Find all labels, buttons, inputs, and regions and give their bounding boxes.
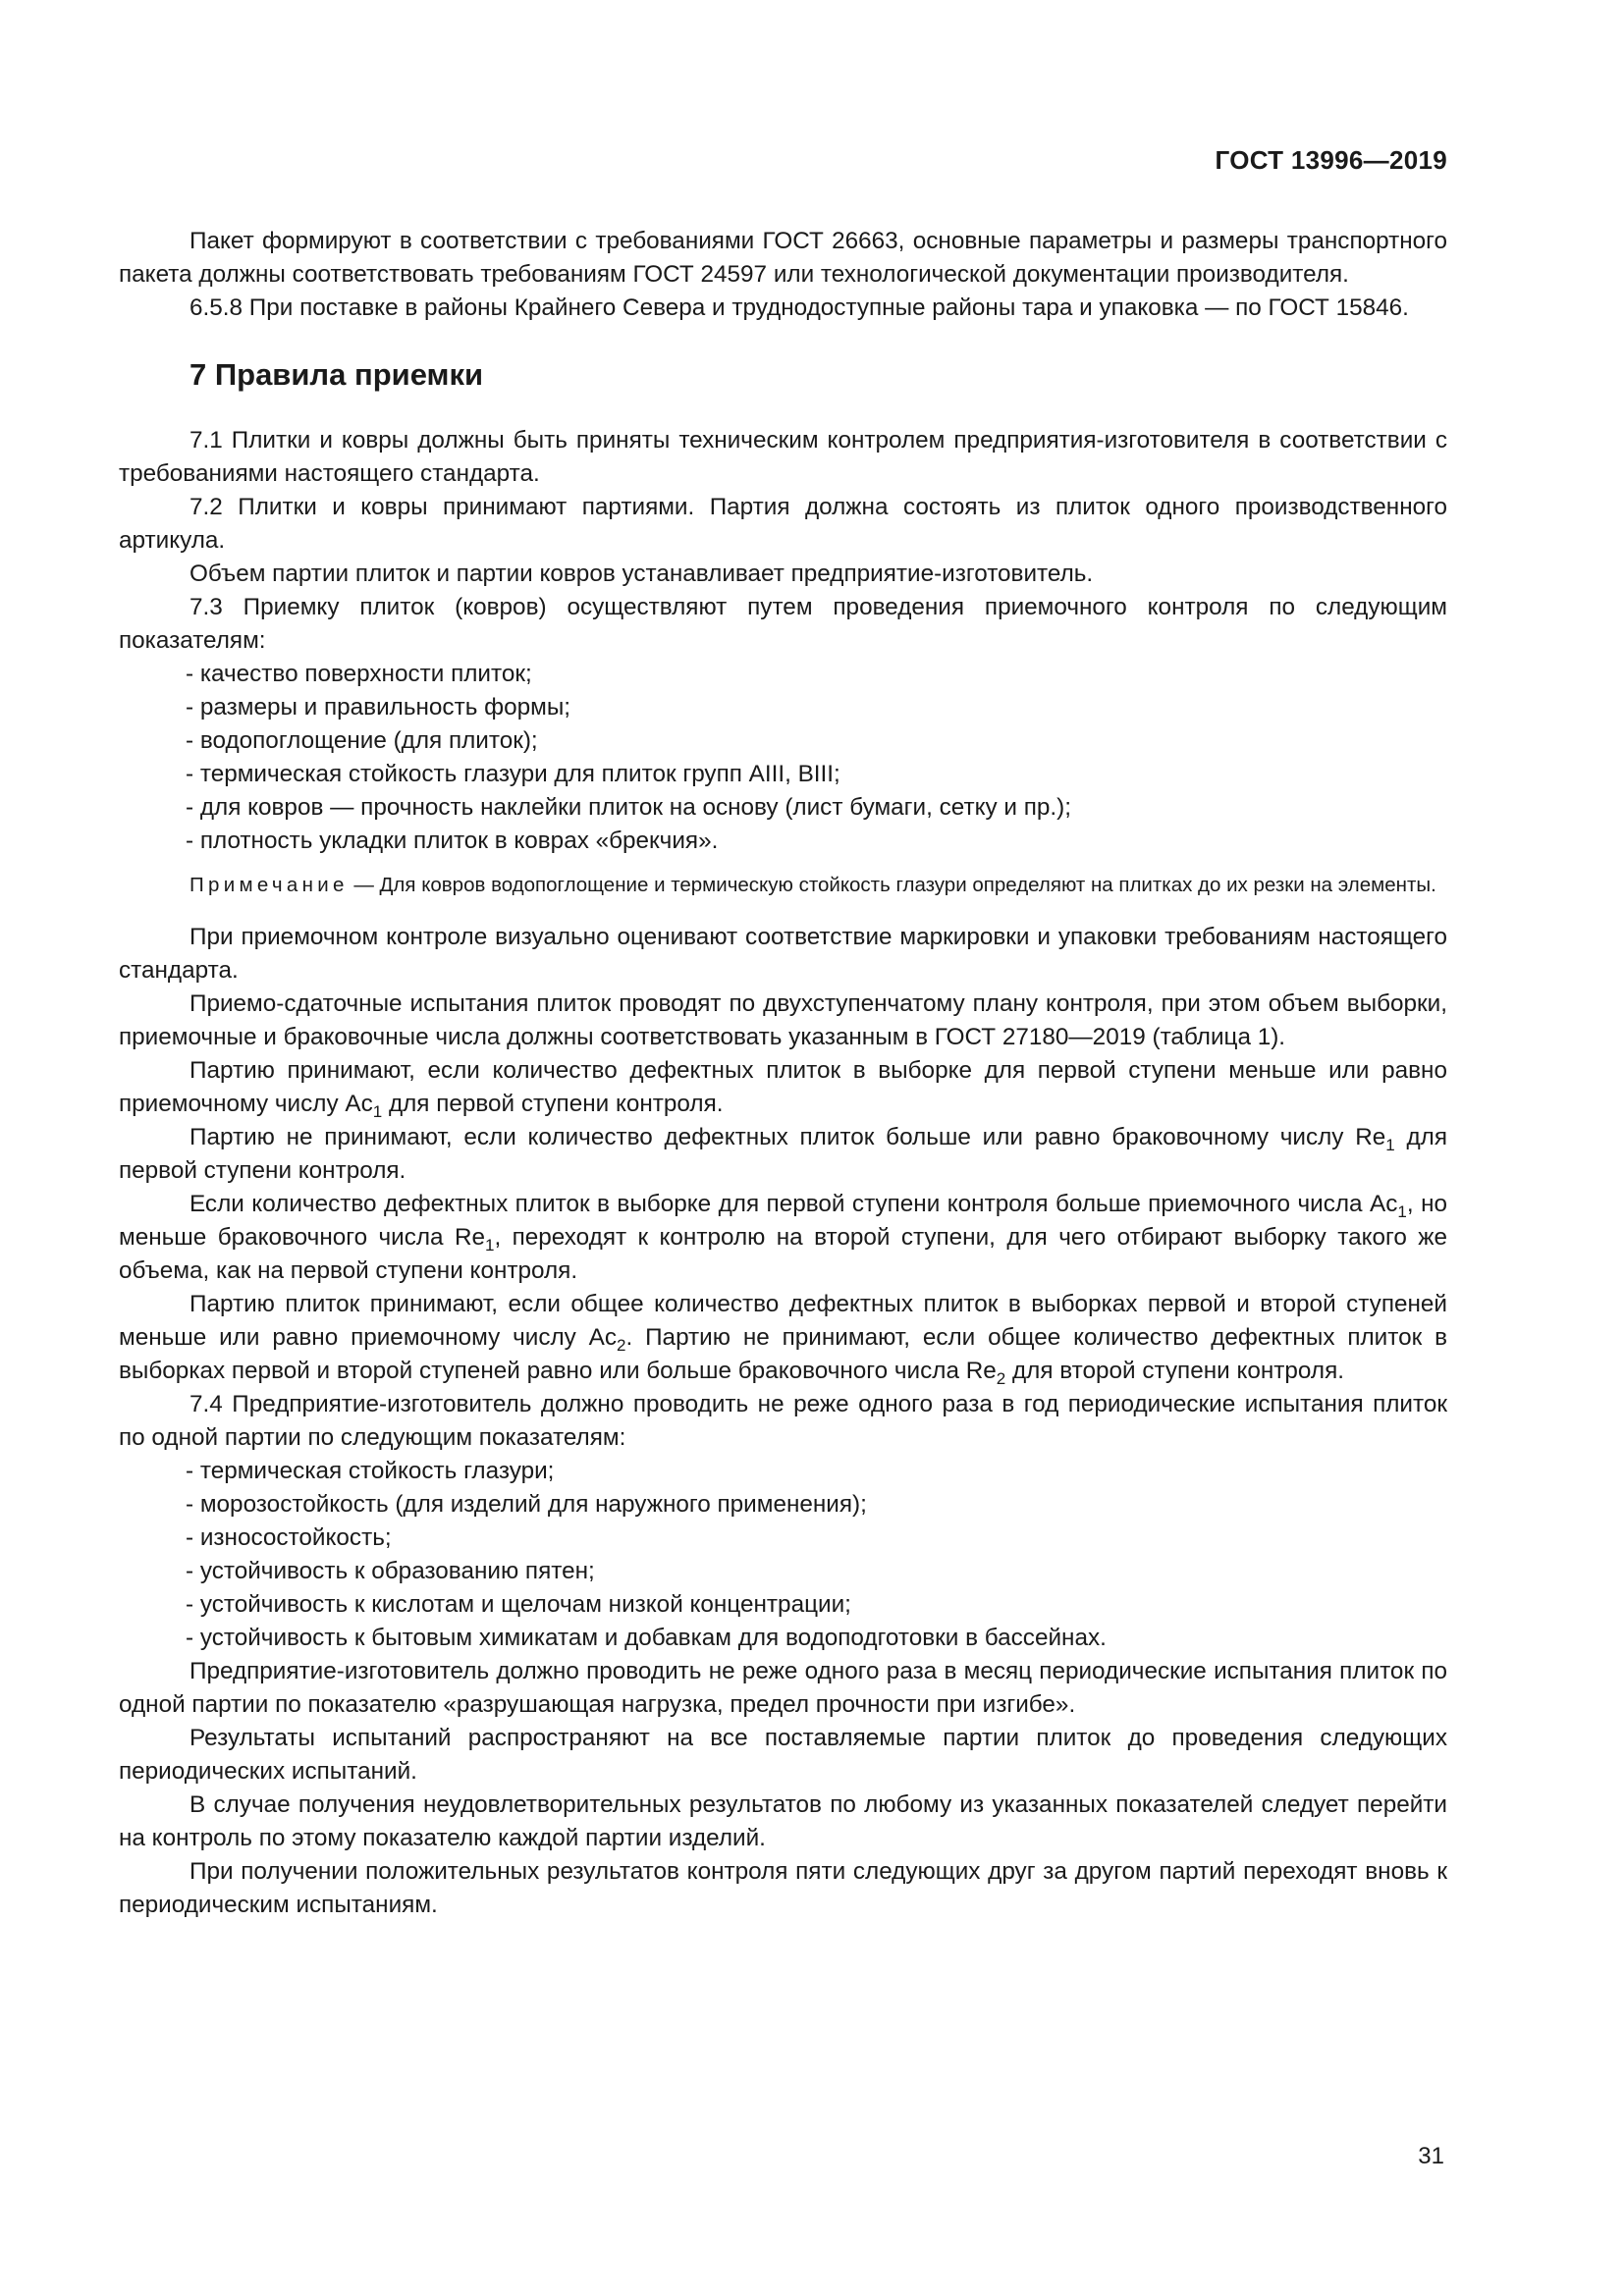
- text-fragment: , переходят к контролю на второй ступени, для чего отбирают выборку такого же объема, как на первой ступени контроля.: [119, 1224, 1447, 1284]
- list-item: - устойчивость к бытовым химикатам и добавкам для водоподготовки в бассейнах.: [186, 1625, 1107, 1651]
- list-item: - устойчивость к кислотам и щелочам низкой концентрации;: [186, 1591, 851, 1618]
- note-text: — Для ковров водопоглощение и термическую стойкость глазури определяют на плитках до их резки на элементы.: [348, 874, 1436, 896]
- monthly-tests-paragraph: Предприятие-изготовитель должно проводить не реже одного раза в месяц периодические испытания плиток по одной партии по показателю «разрушающая нагрузка, предел прочности при изгибе».: [119, 1658, 1447, 1718]
- visual-check-paragraph: При приемочном контроле визуально оценивают соответствие маркировки и упаковки требованиям настоящего стандарта.: [119, 924, 1447, 984]
- text-fragment: для второй ступени контроля.: [1005, 1358, 1344, 1384]
- second-stage-accept-paragraph: [119, 1288, 1447, 1388]
- first-stage-reject-paragraph: [119, 1121, 1447, 1188]
- list-item: - размеры и правильность формы;: [186, 694, 571, 721]
- clause-7-1: 7.1 Плитки и ковры должны быть приняты техническим контролем предприятия-изготовителя в соответствии с требованиями настоящего стандарта.: [119, 427, 1447, 487]
- list-item: - морозостойкость (для изделий для наружного применения);: [186, 1491, 867, 1518]
- subscript: 1: [372, 1102, 383, 1121]
- note-label: Примечание: [189, 874, 349, 896]
- list-item: - для ковров — прочность наклейки плиток на основу (лист бумаги, сетку и пр.);: [186, 794, 1071, 821]
- list-item: - термическая стойкость глазури;: [186, 1458, 555, 1484]
- list-item: - устойчивость к образованию пятен;: [186, 1558, 595, 1584]
- acceptance-tests-paragraph: Приемо-сдаточные испытания плиток проводят по двухступенчатому плану контроля, при этом объем выборки, приемочные и браковочные числа должны соответствовать указанным в ГОСТ 27180—2019 (таблица 1).: [119, 990, 1447, 1050]
- results-extension-paragraph: Результаты испытаний распространяют на все поставляемые партии плиток до проведения следующих периодических испытаний.: [119, 1725, 1447, 1785]
- subscript: 1: [1397, 1202, 1407, 1221]
- text-fragment: , но меньше браковочного числа Re: [119, 1191, 1447, 1251]
- periodic-tests-list: [119, 1455, 1447, 1655]
- text-fragment: Если количество дефектных плиток в выборке для первой ступени контроля больше приемочного числа Ac: [189, 1191, 1398, 1217]
- list-item: - водопоглощение (для плиток);: [186, 727, 538, 754]
- list-item: - качество поверхности плиток;: [186, 661, 532, 687]
- section-heading: 7 Правила приемки: [189, 357, 484, 392]
- standard-code-header: ГОСТ 13996—2019: [1215, 145, 1447, 175]
- text-fragment: для первой ступени контроля.: [119, 1124, 1447, 1184]
- page-body: [119, 225, 1447, 1922]
- acceptance-indicators-list: [119, 658, 1447, 858]
- text-fragment: Партию не принимают, если количество дефектных плиток больше или равно браковочному числу Re: [189, 1124, 1386, 1150]
- clause-7-3: 7.3 Приемку плиток (ковров) осуществляют путем проведения приемочного контроля по следующим показателям:: [119, 594, 1447, 654]
- list-item: - термическая стойкость глазури для плиток групп AIII, BIII;: [186, 761, 840, 787]
- list-item: - износостойкость;: [186, 1524, 392, 1551]
- unsatisfactory-results-paragraph: В случае получения неудовлетворительных результатов по любому из указанных показателей следует перейти на контроль по этому показателю каждой партии изделий.: [119, 1791, 1447, 1851]
- first-stage-accept-paragraph: [119, 1054, 1447, 1121]
- subscript: 1: [1385, 1136, 1395, 1154]
- clause-6-5-8: 6.5.8 При поставке в районы Крайнего Севера и труднодоступные районы тара и упаковка — по ГОСТ 15846.: [189, 294, 1409, 321]
- subscript: 1: [485, 1236, 495, 1255]
- text-fragment: Партию плиток принимают, если общее количество дефектных плиток в выборках первой и второй ступеней меньше или равно приемочному числу Ac: [119, 1291, 1447, 1351]
- text-fragment: для первой ступени контроля.: [382, 1091, 724, 1117]
- batch-volume-paragraph: Объем партии плиток и партии ковров устанавливает предприятие-изготовитель.: [189, 561, 1094, 587]
- positive-results-paragraph: При получении положительных результатов контроля пяти следующих друг за другом партий переходят вновь к периодическим испытаниям.: [119, 1858, 1447, 1918]
- clause-7-4: 7.4 Предприятие-изготовитель должно проводить не реже одного раза в год периодические испытания плиток по одной партии по следующим показателям:: [119, 1391, 1447, 1451]
- clause-7-2: 7.2 Плитки и ковры принимают партиями. Партия должна состоять из плиток одного производственного артикула.: [119, 494, 1447, 554]
- text-fragment: Партию принимают, если количество дефектных плиток в выборке для первой ступени меньше или равно приемочному числу Ac: [119, 1057, 1447, 1117]
- text-fragment: . Партию не принимают, если общее количество дефектных плиток в выборках первой и второй ступеней равно или больше браковочного числа Re: [119, 1324, 1447, 1384]
- list-item: - плотность укладки плиток в коврах «брекчия».: [186, 828, 719, 854]
- note: [119, 870, 1447, 900]
- packaging-paragraph: Пакет формируют в соответствии с требованиями ГОСТ 26663, основные параметры и размеры транспортного пакета должны соответствовать требованиям ГОСТ 24597 или технологической документации производителя.: [119, 228, 1447, 288]
- subscript: 2: [996, 1369, 1006, 1388]
- subscript: 2: [617, 1336, 626, 1355]
- page-number: 31: [1418, 2143, 1444, 2169]
- second-stage-paragraph: [119, 1188, 1447, 1288]
